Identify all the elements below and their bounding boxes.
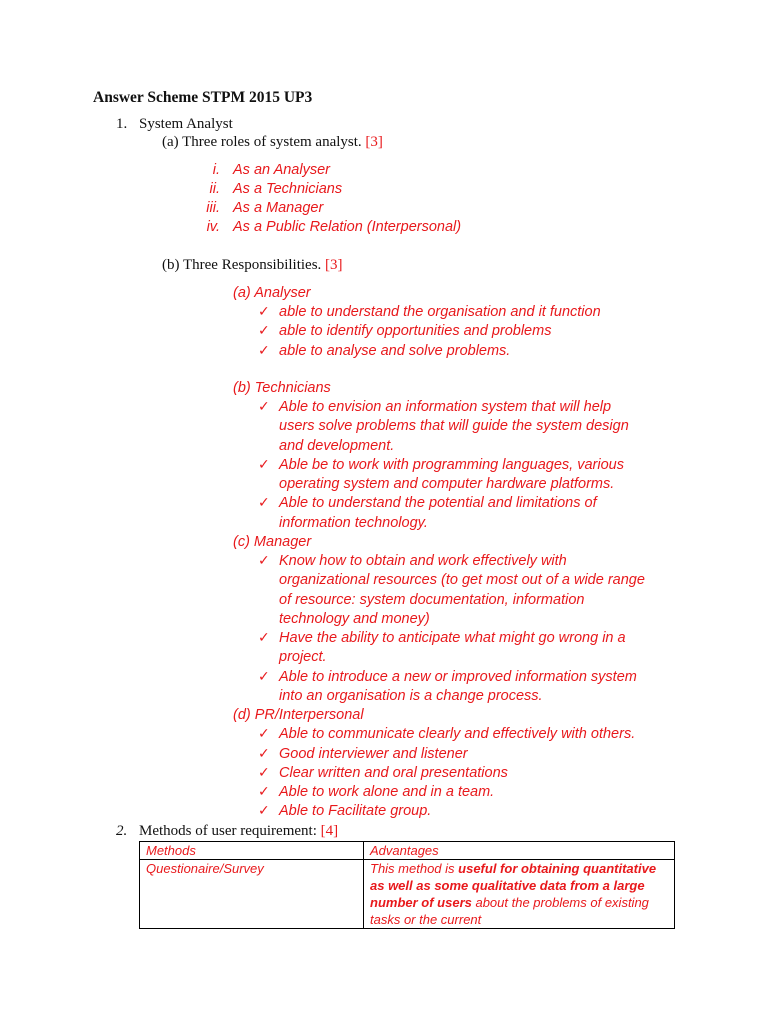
role-text: As a Technicians xyxy=(233,181,343,197)
checkmark-icon: ✓ xyxy=(258,726,270,742)
method-cell: Questionaire/Survey xyxy=(140,860,364,929)
group-heading-manager: (c) Manager xyxy=(233,534,312,550)
column-header-methods: Methods xyxy=(140,842,364,860)
role-text: As an Analyser xyxy=(233,162,330,178)
group-heading-technicians: (b) Technicians xyxy=(233,380,331,396)
bullet-line: able to understand the organisation and it function xyxy=(279,304,601,320)
role-numeral: ii. xyxy=(209,181,220,197)
role-numeral: i. xyxy=(212,162,220,178)
checkmark-icon: ✓ xyxy=(258,630,270,646)
bullet-line: able to analyse and solve problems. xyxy=(279,343,511,359)
table-header-row xyxy=(140,842,675,860)
checkmark-icon: ✓ xyxy=(258,765,270,781)
bullet-line: and development. xyxy=(279,438,395,454)
q2-question xyxy=(139,823,338,840)
q2-marks: [4] xyxy=(320,823,339,839)
q1a-prefix: (a) xyxy=(162,134,179,150)
q1-label: System Analyst xyxy=(139,116,233,132)
bullet-line: users solve problems that will guide the system design xyxy=(279,418,629,434)
checkmark-icon: ✓ xyxy=(258,399,270,415)
checkmark-icon: ✓ xyxy=(258,784,270,800)
bullet-line: Good interviewer and listener xyxy=(279,746,468,762)
table-row xyxy=(140,860,675,929)
checkmark-icon: ✓ xyxy=(258,553,270,569)
bullet-line: Able to Facilitate group. xyxy=(279,803,432,819)
role-text: As a Public Relation (Interpersonal) xyxy=(233,219,462,235)
bullet-line: Able to introduce a new or improved information system xyxy=(279,669,637,685)
role-numeral: iii. xyxy=(206,200,220,216)
group-heading-interpersonal: (d) PR/Interpersonal xyxy=(233,707,364,723)
column-header-advantages: Advantages xyxy=(364,842,675,860)
q2-number: 2. xyxy=(116,823,128,839)
checkmark-icon: ✓ xyxy=(258,323,270,339)
checkmark-icon: ✓ xyxy=(258,746,270,762)
bullet-line: able to identify opportunities and problems xyxy=(279,323,552,339)
bullet-line: into an organisation is a change process. xyxy=(279,688,543,704)
bullet-line: Clear written and oral presentations xyxy=(279,765,508,781)
bullet-line: operating system and computer hardware platforms. xyxy=(279,476,615,492)
q1a-marks: [3] xyxy=(365,134,383,150)
bullet-line: information technology. xyxy=(279,515,428,531)
bullet-line: Know how to obtain and work effectively with xyxy=(279,553,567,569)
q1b-prefix: (b) xyxy=(162,257,180,273)
bullet-line: Able to envision an information system that will help xyxy=(279,399,612,415)
bullet-line: Have the ability to anticipate what might go wrong in a xyxy=(279,630,626,646)
q2-label: Methods of user requirement: xyxy=(139,823,317,839)
checkmark-icon: ✓ xyxy=(258,495,270,511)
checkmark-icon: ✓ xyxy=(258,304,270,320)
advantage-intro: This method is xyxy=(370,861,459,876)
checkmark-icon: ✓ xyxy=(258,669,270,685)
q1b-question xyxy=(162,257,343,274)
bullet-line: of resource: system documentation, information xyxy=(279,592,585,608)
bullet-line: organizational resources (to get most out of a wide range xyxy=(279,572,645,588)
role-numeral: iv. xyxy=(206,219,220,235)
checkmark-icon: ✓ xyxy=(258,457,270,473)
document-title: Answer Scheme STPM 2015 UP3 xyxy=(93,89,313,106)
bullet-line: Able to understand the potential and limitations of xyxy=(279,495,597,511)
bullet-line: technology and money) xyxy=(279,611,430,627)
role-text: As a Manager xyxy=(233,200,324,216)
bullet-line: Able to work alone and in a team. xyxy=(279,784,495,800)
q1a-question xyxy=(162,134,383,151)
bullet-line: Able be to work with programming languages, various xyxy=(279,457,624,473)
q1a-text: Three roles of system analyst. xyxy=(182,134,362,150)
checkmark-icon: ✓ xyxy=(258,803,270,819)
bullet-line: project. xyxy=(279,649,327,665)
methods-table xyxy=(139,841,675,929)
q1b-marks: [3] xyxy=(325,257,343,273)
q1b-text: Three Responsibilities. xyxy=(182,257,322,273)
checkmark-icon: ✓ xyxy=(258,343,270,359)
q1-number: 1. xyxy=(116,116,128,132)
advantage-rest: about the problems of existing tasks or the current xyxy=(370,895,649,927)
group-heading-analyser: (a) Analyser xyxy=(233,285,311,301)
advantage-bold: useful for obtaining quantitative as well as some qualitative data from a large number of users xyxy=(370,861,657,910)
bullet-line: Able to communicate clearly and effectively with others. xyxy=(279,726,636,742)
advantage-cell xyxy=(364,860,675,929)
